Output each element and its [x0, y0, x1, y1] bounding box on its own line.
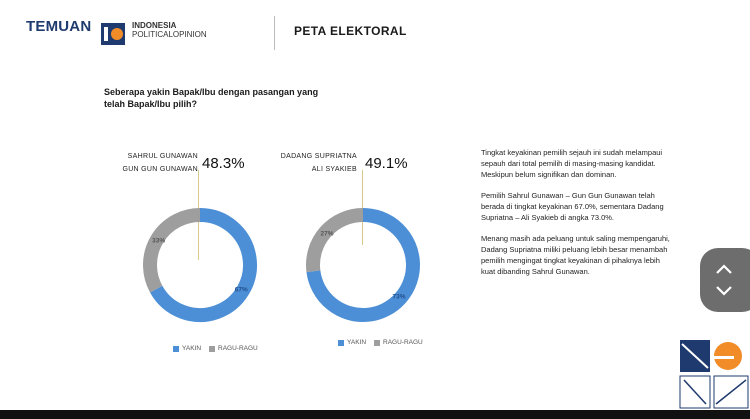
header: [0, 0, 750, 60]
pair-2-line1: DADANG SUPRIATNA: [280, 153, 357, 160]
brand-logo: TEMUAN: [26, 18, 92, 35]
section-title: PETA ELEKTORAL: [294, 24, 407, 38]
legend-2-ragu: [374, 339, 423, 346]
donut-chart-1: [140, 205, 260, 325]
donut-chart-2: [303, 205, 423, 325]
legend-label: YAKIN: [347, 339, 367, 346]
donut-1-slice-ragu-ragu: [150, 215, 200, 289]
pair-2-vote-share: 49.1%: [365, 155, 408, 172]
analysis-paragraph-2: Pemilih Sahrul Gunawan – Gun Gun Gunawan telah berada di tingkat keyakinan 67.0%, sementara Dadang Supriatna – Ali Syakieb di angka 73.0%.: [481, 191, 664, 222]
legend-swatch: [338, 340, 344, 346]
pair-2-names: [265, 150, 357, 176]
pair-2-line2: ALI SYAKIEB: [311, 166, 357, 173]
chevron-down-icon[interactable]: [716, 286, 732, 296]
corner-logo-icon: [678, 338, 750, 410]
pair-1-names: [98, 150, 198, 176]
header-divider: [274, 16, 275, 50]
legend-1-yakin: [173, 345, 201, 352]
slide-nav-button[interactable]: [700, 248, 750, 312]
legend-2-yakin: [338, 339, 366, 346]
legend-2: [338, 339, 431, 346]
survey-question: Seberapa yakin Bapak/Ibu dengan pasangan yang telah Bapak/Ibu pilih?: [104, 87, 319, 109]
partner-line1: INDONESIA: [132, 21, 177, 30]
pair-1-line1: SAHRUL GUNAWAN: [127, 153, 198, 160]
partner-line2: POLITICALOPINION: [132, 30, 207, 39]
analysis-paragraph-3: Menang masih ada peluang untuk saling mempengaruhi, Dadang Supriatna miliki peluang lebih besar menambah pemilih mengingat tingkat keyakinan di pihaknya lebih kuat dibanding Sahrul Gunawan.: [481, 234, 670, 276]
partner-logo-text: [132, 21, 207, 39]
pair-1-line2: GUN GUN GUNAWAN: [122, 166, 198, 173]
analysis-text: [481, 147, 671, 287]
legend-1: [173, 345, 266, 352]
pair-1-vote-share: 48.3%: [202, 155, 245, 172]
legend-label: RAGU-RAGU: [383, 339, 423, 346]
chevron-up-icon[interactable]: [716, 264, 732, 274]
ipo-logo-icon: [101, 23, 125, 45]
legend-swatch: [173, 346, 179, 352]
legend-1-ragu: [209, 345, 258, 352]
legend-swatch: [374, 340, 380, 346]
analysis-paragraph-1: Tingkat keyakinan pemilih sejauh ini sudah melampaui sepauh dari total pemilih di masing-masing kandidat. Meskipun belum signifikan dan dominan.: [481, 148, 663, 179]
legend-swatch: [209, 346, 215, 352]
legend-label: RAGU-RAGU: [218, 345, 258, 352]
donut-1-label-yakin: 67%: [234, 286, 248, 294]
legend-label: YAKIN: [182, 345, 202, 352]
bottom-bar: [0, 410, 750, 419]
donut-1-label-ragu-ragu: 33%: [152, 237, 166, 245]
donut-2-slice-ragu-ragu: [313, 215, 363, 271]
donut-2-label-ragu-ragu: 27%: [320, 230, 334, 238]
donut-2-label-yakin: 73%: [392, 293, 406, 301]
